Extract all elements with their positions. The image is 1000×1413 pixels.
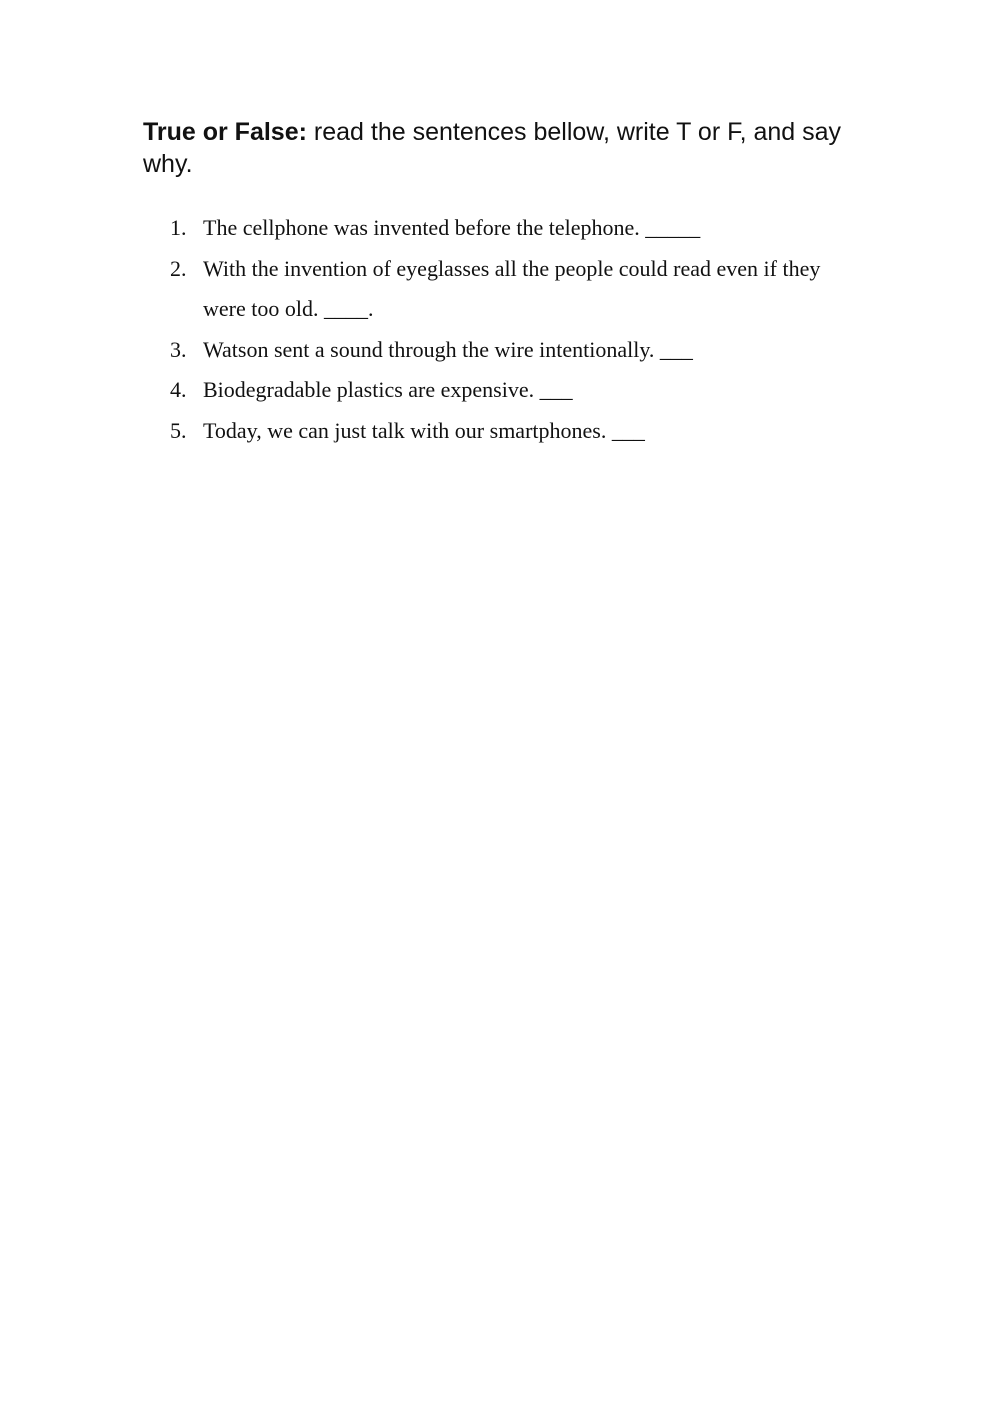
question-item [170, 370, 850, 411]
instructions-lead: True or False: [143, 118, 307, 146]
question-text: With the invention of eyeglasses all the people could read even if they were too old. ____. [203, 255, 821, 321]
question-item [170, 330, 850, 371]
question-number: 4. [170, 377, 187, 402]
question-number: 1. [170, 215, 187, 240]
question-list [170, 208, 850, 451]
question-number: 5. [170, 417, 187, 443]
question-item [170, 249, 850, 330]
instructions [143, 116, 843, 180]
question-text: Biodegradable plastics are expensive. ___ [203, 377, 573, 402]
question-item [170, 208, 850, 249]
instructions-text: read the sentences bellow, write T or F, and say why. [143, 118, 842, 178]
question-text: The cellphone was invented before the telephone. _____ [203, 215, 701, 240]
question-text: Today, we can just talk with our smartphones. ___ [203, 417, 645, 443]
question-text: Watson sent a sound through the wire intentionally. ___ [203, 336, 693, 362]
question-number: 3. [170, 336, 187, 362]
question-number: 2. [170, 255, 187, 281]
question-item [170, 411, 850, 452]
